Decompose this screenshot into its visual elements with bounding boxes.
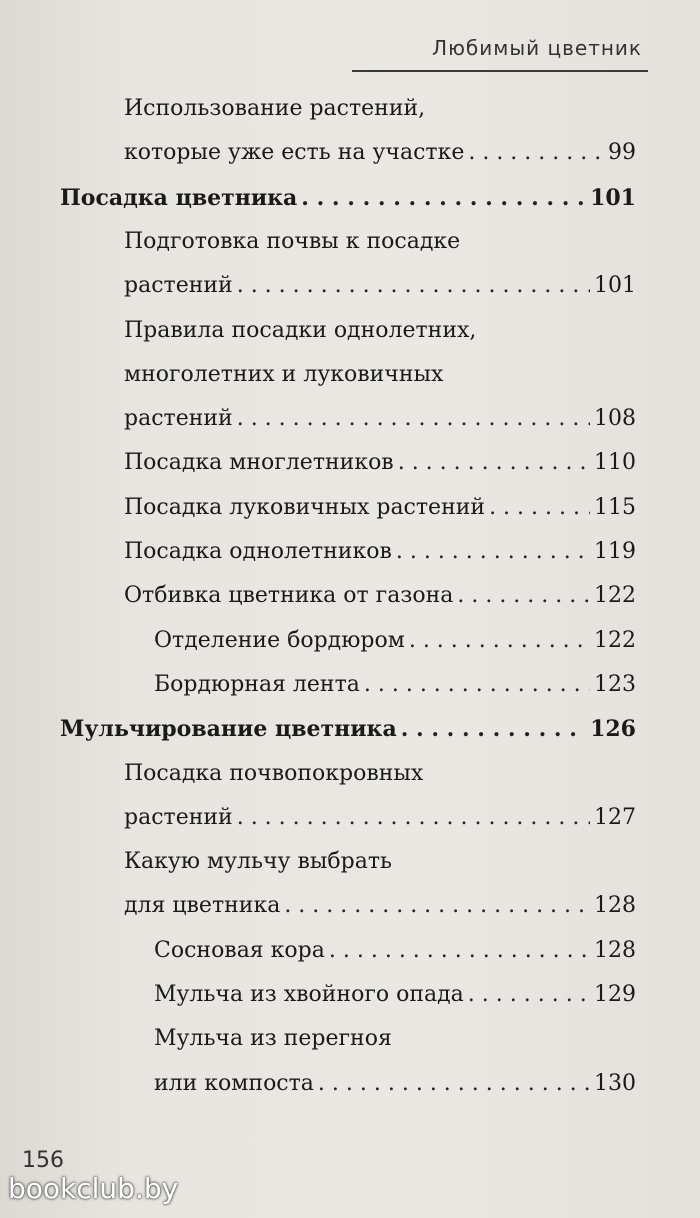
toc-entry <box>154 982 636 1022</box>
toc-leader-dots <box>396 539 590 564</box>
toc-entry <box>154 628 636 668</box>
toc-leader-dots <box>301 185 586 211</box>
toc-entry-page: 101 <box>594 273 636 299</box>
toc-entry-title: Посадка однолетников <box>124 539 392 564</box>
toc-leader-dots <box>237 406 590 431</box>
toc-entry <box>124 362 443 402</box>
toc-leader-dots <box>409 628 590 653</box>
toc-entry-title: Сосновая кора <box>154 937 325 963</box>
toc-entry-page: 127 <box>594 804 636 830</box>
toc-entry-page: 119 <box>594 539 636 564</box>
toc-entry <box>124 406 636 446</box>
toc-entry <box>124 450 636 490</box>
toc-entry-page: 129 <box>594 982 636 1007</box>
toc-entry <box>124 539 636 579</box>
toc-entry-title: для цветника <box>124 893 281 919</box>
toc-entry-page: 128 <box>594 893 636 919</box>
toc-entry <box>154 1026 392 1066</box>
toc-entry-title: Бордюрная лента <box>154 671 360 697</box>
toc-entry <box>60 185 636 225</box>
toc-entry <box>124 140 636 180</box>
toc-leader-dots <box>457 583 590 608</box>
toc-entry-title: Посадка многлетников <box>124 450 394 476</box>
running-head-rule <box>352 70 648 72</box>
toc-entry <box>124 318 476 358</box>
toc-entry-title: Использование растений, <box>124 96 426 121</box>
toc-entry-title: Посадка почвопокровных <box>124 760 424 786</box>
toc-entry-title: Отделение бордюром <box>154 627 405 653</box>
toc-entry-title: Правила посадки однолетних, <box>124 317 477 343</box>
toc-leader-dots <box>401 716 586 742</box>
toc-entry <box>124 583 636 623</box>
toc-entry-page: 101 <box>590 184 636 211</box>
toc-leader-dots <box>237 273 590 298</box>
toc-entry <box>124 893 636 933</box>
toc-entry-page: 110 <box>594 450 636 476</box>
toc-leader-dots <box>468 140 604 165</box>
toc-entry <box>124 805 636 845</box>
toc-entry-title: растений <box>124 406 233 432</box>
toc-entry-title: Посадка цветника <box>60 184 298 211</box>
toc-leader-dots <box>364 672 590 697</box>
toc-entry <box>124 273 636 313</box>
toc-entry-page: 130 <box>594 1070 636 1096</box>
toc-entry-title: растений <box>124 273 233 299</box>
toc-entry-title: Подготовка почвы к посадке <box>124 228 461 254</box>
toc-entry-title: которые уже есть на участке <box>124 140 465 166</box>
toc-entry-title: Отбивка цветника от газона <box>124 583 454 609</box>
toc-leader-dots <box>284 893 590 918</box>
toc-entry-title: или компоста <box>154 1070 314 1096</box>
toc-leader-dots <box>237 805 590 830</box>
toc-entry <box>124 96 425 136</box>
toc-entry-title: Мульчирование цветника <box>60 716 397 743</box>
toc-entry-page: 108 <box>594 406 636 432</box>
toc-entry-page: 99 <box>608 140 636 166</box>
toc-leader-dots <box>468 982 590 1007</box>
toc-leader-dots <box>318 1071 590 1096</box>
toc-entry-title: растений <box>124 804 233 830</box>
toc-entry-title: Мульча из перегноя <box>154 1026 392 1052</box>
toc-leader-dots <box>489 495 590 520</box>
toc-entry-title: Какую мульчу выбрать <box>124 849 392 875</box>
toc-entry-page: 122 <box>594 627 636 653</box>
watermark: bookclub.by <box>8 1172 179 1205</box>
toc-entry-page: 115 <box>594 494 636 520</box>
toc-leader-dots <box>398 450 590 475</box>
toc-entry-page: 123 <box>594 671 636 697</box>
toc-entry <box>154 938 636 978</box>
toc-entry-title: Посадка луковичных растений <box>124 494 486 520</box>
toc-entry <box>60 716 636 756</box>
toc-entry-page: 122 <box>594 583 636 609</box>
running-head-title: Любимый цветник <box>432 36 642 60</box>
toc-entry <box>154 672 636 712</box>
toc-entry <box>124 495 636 535</box>
page-number: 156 <box>22 1148 64 1173</box>
toc-entry-title: Мульча из хвойного опада <box>154 982 464 1007</box>
toc-entry-title: многолетних и луковичных <box>124 361 444 387</box>
toc-entry <box>124 229 460 269</box>
toc-entry-page: 126 <box>590 716 636 743</box>
toc-entry-page: 128 <box>594 937 636 963</box>
toc-entry <box>124 761 423 801</box>
toc-entry <box>154 1071 636 1111</box>
toc-leader-dots <box>329 938 590 963</box>
toc-entry <box>124 849 392 889</box>
